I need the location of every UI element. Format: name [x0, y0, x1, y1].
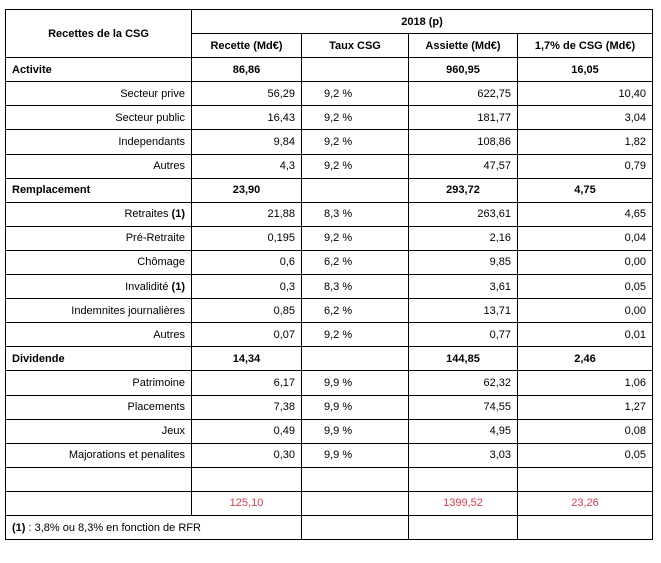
row-taux: 8,3 %: [302, 202, 409, 226]
table-row: [6, 82, 653, 106]
footnote-empty-cell: [518, 515, 653, 539]
footnote-empty-cell: [409, 515, 518, 539]
row-label-text: Placements: [127, 401, 185, 414]
row-label-text: Indemnites journalières: [71, 304, 185, 317]
row-csg-1-7: 0,00: [518, 250, 653, 274]
row-assiette: 2,16: [409, 226, 518, 250]
column-header-assiette: Assiette (Md€): [409, 34, 518, 58]
category-row: [6, 58, 653, 82]
row-label-text: Majorations et penalites: [68, 449, 185, 462]
table-row: [6, 275, 653, 299]
table-row: [6, 395, 653, 419]
row-taux: 9,2 %: [302, 106, 409, 130]
corner-label: Recettes de la CSG: [6, 10, 192, 58]
row-label-text: Invalidité: [125, 280, 169, 293]
row-taux: 9,2 %: [302, 82, 409, 106]
row-assiette: 9,85: [409, 250, 518, 274]
row-label: [6, 82, 192, 106]
row-csg-1-7: 0,05: [518, 275, 653, 299]
row-csg-1-7: 3,04: [518, 106, 653, 130]
category-label: Activite: [6, 58, 192, 82]
blank-row: [6, 467, 653, 491]
category-recette: 23,90: [192, 178, 302, 202]
row-taux: 9,9 %: [302, 395, 409, 419]
row-taux: 6,2 %: [302, 250, 409, 274]
row-label: [6, 275, 192, 299]
row-taux: 9,9 %: [302, 443, 409, 467]
category-label: Remplacement: [6, 178, 192, 202]
row-label-text: Pré-Retraite: [125, 232, 185, 245]
row-label-text: Independants: [118, 136, 185, 149]
row-assiette: 263,61: [409, 202, 518, 226]
row-taux: 9,2 %: [302, 226, 409, 250]
row-csg-1-7: 0,01: [518, 323, 653, 347]
table-row: [6, 323, 653, 347]
row-label-text: Retraites: [124, 208, 169, 221]
row-csg-1-7: 1,06: [518, 371, 653, 395]
row-recette: 0,30: [192, 443, 302, 467]
category-row: [6, 178, 653, 202]
footnote-mark: (1): [171, 280, 185, 293]
table-row: [6, 154, 653, 178]
category-assiette: 293,72: [409, 178, 518, 202]
row-label: [6, 130, 192, 154]
row-assiette: 13,71: [409, 299, 518, 323]
row-label: [6, 226, 192, 250]
row-assiette: 62,32: [409, 371, 518, 395]
row-assiette: 74,55: [409, 395, 518, 419]
year-label: 2018 (p): [192, 10, 653, 34]
table-row: [6, 226, 653, 250]
row-assiette: 181,77: [409, 106, 518, 130]
footnote-text: : 3,8% ou 8,3% en fonction de RFR: [25, 521, 201, 534]
table-row: [6, 419, 653, 443]
row-label-text: Jeux: [161, 425, 185, 438]
csg-revenue-table: [5, 9, 653, 540]
category-taux-empty: [302, 178, 409, 202]
row-assiette: 622,75: [409, 82, 518, 106]
category-assiette: 144,85: [409, 347, 518, 371]
row-label: [6, 299, 192, 323]
table-row: [6, 106, 653, 130]
footnote-mark: (1): [171, 208, 185, 221]
row-taux: 6,2 %: [302, 299, 409, 323]
category-assiette: 960,95: [409, 58, 518, 82]
table-body: [6, 10, 653, 540]
row-label: [6, 371, 192, 395]
row-recette: 0,3: [192, 275, 302, 299]
footnote-mark: (1): [12, 521, 26, 534]
row-label-text: Chômage: [137, 256, 185, 269]
row-recette: 56,29: [192, 82, 302, 106]
row-recette: 16,43: [192, 106, 302, 130]
total-csg-1-7: 23,26: [518, 491, 653, 515]
row-recette: 4,3: [192, 154, 302, 178]
blank-cell: [6, 467, 192, 491]
row-assiette: 0,77: [409, 323, 518, 347]
row-taux: 9,2 %: [302, 130, 409, 154]
row-label-text: Secteur public: [115, 111, 185, 124]
total-recette: 125,10: [192, 491, 302, 515]
row-csg-1-7: 0,00: [518, 299, 653, 323]
row-recette: 0,07: [192, 323, 302, 347]
row-csg-1-7: 1,82: [518, 130, 653, 154]
row-taux: 9,9 %: [302, 419, 409, 443]
column-header-taux: Taux CSG: [302, 34, 409, 58]
footnote-row: [6, 515, 653, 539]
row-recette: 6,17: [192, 371, 302, 395]
row-csg-1-7: 0,08: [518, 419, 653, 443]
table-row: [6, 130, 653, 154]
blank-cell: [409, 467, 518, 491]
blank-cell: [518, 467, 653, 491]
row-label: [6, 419, 192, 443]
category-taux-empty: [302, 347, 409, 371]
row-csg-1-7: 0,04: [518, 226, 653, 250]
category-recette: 14,34: [192, 347, 302, 371]
row-label: [6, 323, 192, 347]
row-label: [6, 154, 192, 178]
row-label: [6, 250, 192, 274]
row-assiette: 4,95: [409, 419, 518, 443]
totals-taux-empty: [302, 491, 409, 515]
row-recette: 9,84: [192, 130, 302, 154]
row-assiette: 3,03: [409, 443, 518, 467]
category-row: [6, 347, 653, 371]
row-assiette: 108,86: [409, 130, 518, 154]
row-csg-1-7: 1,27: [518, 395, 653, 419]
row-csg-1-7: 0,79: [518, 154, 653, 178]
blank-cell: [192, 467, 302, 491]
blank-cell: [302, 467, 409, 491]
row-taux: 9,2 %: [302, 154, 409, 178]
category-csg-1-7: 16,05: [518, 58, 653, 82]
row-label-text: Autres: [153, 328, 185, 341]
row-taux: 9,2 %: [302, 323, 409, 347]
category-label: Dividende: [6, 347, 192, 371]
table-row: [6, 299, 653, 323]
row-recette: 0,85: [192, 299, 302, 323]
column-header-recette: Recette (Md€): [192, 34, 302, 58]
row-taux: 9,9 %: [302, 371, 409, 395]
category-csg-1-7: 4,75: [518, 178, 653, 202]
table-row: [6, 371, 653, 395]
footnote-empty-cell: [302, 515, 409, 539]
row-recette: 0,49: [192, 419, 302, 443]
row-recette: 7,38: [192, 395, 302, 419]
totals-label-empty: [6, 491, 192, 515]
table-row: [6, 202, 653, 226]
row-label-text: Patrimoine: [132, 376, 185, 389]
row-csg-1-7: 10,40: [518, 82, 653, 106]
row-label: [6, 202, 192, 226]
table-row: [6, 443, 653, 467]
row-recette: 0,6: [192, 250, 302, 274]
row-label-text: Autres: [153, 160, 185, 173]
row-recette: 0,195: [192, 226, 302, 250]
row-label: [6, 106, 192, 130]
row-taux: 8,3 %: [302, 275, 409, 299]
totals-row: [6, 491, 653, 515]
row-assiette: 3,61: [409, 275, 518, 299]
row-csg-1-7: 0,05: [518, 443, 653, 467]
table-row: [6, 250, 653, 274]
row-csg-1-7: 4,65: [518, 202, 653, 226]
row-label-text: Secteur prive: [120, 87, 185, 100]
row-recette: 21,88: [192, 202, 302, 226]
row-label: [6, 443, 192, 467]
category-recette: 86,86: [192, 58, 302, 82]
total-assiette: 1399,52: [409, 491, 518, 515]
row-label: [6, 395, 192, 419]
category-csg-1-7: 2,46: [518, 347, 653, 371]
footnote: [6, 515, 302, 539]
header-row-top: [6, 10, 653, 34]
column-header-csg-1-7: 1,7% de CSG (Md€): [518, 34, 653, 58]
category-taux-empty: [302, 58, 409, 82]
row-assiette: 47,57: [409, 154, 518, 178]
